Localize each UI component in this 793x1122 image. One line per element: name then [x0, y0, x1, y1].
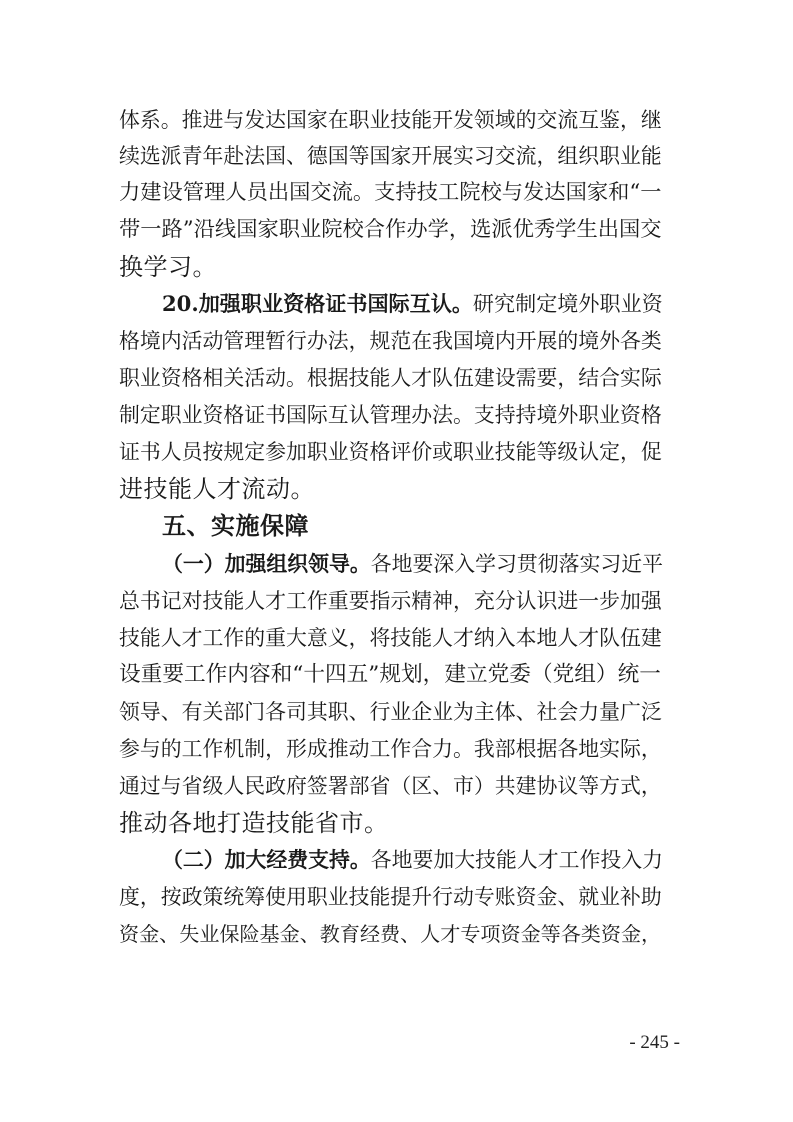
paragraph-line: 续选派青年赴法国、德国等国家开展实习交流，组织职业能 [119, 144, 662, 168]
paragraph-line: 职业资格相关活动。根据技能人才队伍建设需要，结合实际 [119, 366, 662, 390]
paragraph-line: 总书记对技能人才工作重要指示精神，充分认识进一步加强 [119, 589, 662, 613]
paragraph-first-line [162, 286, 679, 322]
section-heading: 五、实施保障 [162, 512, 309, 540]
paragraph-line: 度，按政策统筹使用职业技能提升行动专账资金、就业补助 [119, 885, 662, 909]
paragraph-line: 格境内活动管理暂行办法，规范在我国境内开展的境外各类 [119, 329, 662, 353]
page-number: - 245 - [629, 1032, 680, 1053]
paragraph-line: 设重要工作内容和“十四五”规划，建立党委（党组）统一 [119, 662, 661, 687]
paragraph-line: 换学习。 [119, 253, 217, 281]
paragraph-first-line [162, 842, 679, 878]
paragraph-line: 推动各地打造技能省市。 [119, 809, 389, 837]
paragraph-lead: 20.加强职业资格证书国际互认。 [162, 291, 473, 316]
paragraph-line: 力建设管理人员出国交流。支持技工院校与发达国家和“一 [119, 180, 662, 205]
paragraph-text: 各地要深入学习贯彻落实习近平 [370, 552, 663, 576]
paragraph-line: 参与的工作机制，形成推动工作合力。我部根据各地实际， [119, 737, 662, 761]
paragraph-line: 证书人员按规定参加职业资格评价或职业技能等级认定，促 [119, 440, 662, 464]
paragraph-text: 各地要加大技能人才工作投入力 [370, 848, 663, 872]
paragraph-lead: （一）加强组织领导。 [162, 551, 371, 576]
paragraph-line: 带一路”沿线国家职业院校合作办学，选派优秀学生出国交 [119, 217, 662, 242]
paragraph-line: 进技能人才流动。 [119, 475, 315, 503]
paragraph-first-line [162, 546, 679, 582]
paragraph-text: 研究制定境外职业资 [472, 291, 663, 316]
paragraph-lead: （二）加大经费支持。 [162, 847, 371, 872]
paragraph-line: 制定职业资格证书国际互认管理办法。支持持境外职业资格 [119, 403, 662, 427]
paragraph-line: 资金、失业保险基金、教育经费、人才专项资金等各类资金， [119, 922, 662, 946]
paragraph-line: 技能人才工作的重大意义，将技能人才纳入本地人才队伍建 [119, 626, 662, 650]
paragraph-line: 体系。推进与发达国家在职业技能开发领域的交流互鉴，继 [119, 108, 662, 132]
paragraph-line: 通过与省级人民政府签署部省（区、市）共建协议等方式， [119, 774, 662, 798]
paragraph-line: 领导、有关部门各司其职、行业企业为主体、社会力量广泛 [119, 700, 662, 724]
